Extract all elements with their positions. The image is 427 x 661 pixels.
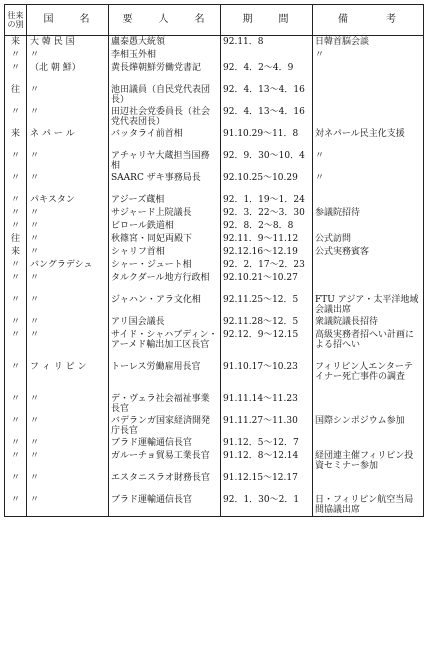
cell-remarks (313, 393, 424, 415)
cell-country: 〃 (27, 494, 109, 517)
cell-country: 〃 (27, 415, 109, 437)
table-row (5, 106, 424, 128)
table-row (5, 207, 424, 220)
table-row (5, 194, 424, 207)
cell-period: 92．4．2～4．9 (221, 62, 313, 84)
header-person: 要 人 名 (109, 5, 221, 36)
cell-direction: 〃 (5, 272, 27, 294)
cell-person: 李相玉外相 (109, 49, 221, 62)
cell-period: 91.11.14～11.23 (221, 393, 313, 415)
cell-period: 92．2．17～2．23 (221, 259, 313, 272)
cell-remarks: 経団連主催フィリピン投資セミナー参加 (313, 450, 424, 472)
table-row (5, 246, 424, 259)
cell-direction: 〃 (5, 207, 27, 220)
cell-direction: 〃 (5, 316, 27, 329)
cell-country: 〃 (27, 393, 109, 415)
cell-direction: 〃 (5, 494, 27, 517)
table-row (5, 361, 424, 393)
cell-country: 〃 (27, 272, 109, 294)
cell-person: シャリフ首相 (109, 246, 221, 259)
cell-remarks (313, 84, 424, 106)
table-row (5, 128, 424, 150)
cell-direction: 来 (5, 128, 27, 150)
cell-country: 〃 (27, 472, 109, 494)
cell-country: バングラデシュ (27, 259, 109, 272)
cell-person: エスタニスラオ財務長官 (109, 472, 221, 494)
cell-person: バデランガ国家経済開発庁長官 (109, 415, 221, 437)
cell-remarks: 〃 (313, 150, 424, 172)
cell-remarks: 公式実務賓客 (313, 246, 424, 259)
cell-period: 92．1．19～1．24 (221, 194, 313, 207)
cell-remarks: 参議院招待 (313, 207, 424, 220)
table-row (5, 62, 424, 84)
cell-remarks: 〃 (313, 172, 424, 194)
cell-direction: 来 (5, 246, 27, 259)
cell-period: 91.12．8～12.14 (221, 450, 313, 472)
cell-direction: 〃 (5, 194, 27, 207)
cell-person: シャー・ジュート相 (109, 259, 221, 272)
cell-country: 〃 (27, 49, 109, 62)
cell-country: 〃 (27, 207, 109, 220)
cell-period: 91.12.15～12.17 (221, 472, 313, 494)
cell-period: 92.11.25～12．5 (221, 294, 313, 316)
cell-country: パキスタン (27, 194, 109, 207)
cell-person: アジーズ蔵相 (109, 194, 221, 207)
cell-person: 田辺社会党委員長（社会党代表団長） (109, 106, 221, 128)
table-row (5, 437, 424, 450)
table-row (5, 472, 424, 494)
cell-direction: 〃 (5, 361, 27, 393)
cell-country: 〃 (27, 106, 109, 128)
cell-direction: 来 (5, 36, 27, 49)
cell-person: ジャハン・アラ文化相 (109, 294, 221, 316)
cell-remarks: 日韓首脳会談 (313, 36, 424, 49)
cell-country: 大 韓 民 国 (27, 36, 109, 49)
cell-period: 92.11．8 (221, 36, 313, 49)
cell-country: フ ィ リ ピ ン (27, 361, 109, 393)
cell-period: 91.10.29～11．8 (221, 128, 313, 150)
cell-country: 〃 (27, 84, 109, 106)
cell-period: 92．4．13～4．16 (221, 106, 313, 128)
cell-period: 91.12．5～12．7 (221, 437, 313, 450)
cell-remarks: 日・フィリピン航空当局間協議出席 (313, 494, 424, 517)
cell-remarks: 国際シンポジウム参加 (313, 415, 424, 437)
table-row (5, 233, 424, 246)
cell-direction: 〃 (5, 450, 27, 472)
cell-period: 92.12．9～12.15 (221, 329, 313, 361)
cell-remarks (313, 472, 424, 494)
cell-person: ガルーチョ貿易工業長官 (109, 450, 221, 472)
table-row (5, 415, 424, 437)
cell-country: ネ パ ー ル (27, 128, 109, 150)
table-row (5, 329, 424, 361)
cell-remarks: 対ネパール民主化支援 (313, 128, 424, 150)
cell-country: 〃 (27, 294, 109, 316)
table-row (5, 84, 424, 106)
table-row (5, 259, 424, 272)
cell-remarks (313, 106, 424, 128)
cell-country: 〃 (27, 329, 109, 361)
cell-direction: 〃 (5, 294, 27, 316)
cell-direction: 〃 (5, 49, 27, 62)
table-row (5, 272, 424, 294)
table-row (5, 450, 424, 472)
cell-period: 92．8．2～8．8 (221, 220, 313, 233)
cell-direction: 〃 (5, 106, 27, 128)
cell-period: 92.10.21～10.27 (221, 272, 313, 294)
cell-direction: 〃 (5, 393, 27, 415)
cell-direction: 〃 (5, 220, 27, 233)
cell-person: アリ国会議長 (109, 316, 221, 329)
table-row (5, 150, 424, 172)
cell-period: 92．3．22～3．30 (221, 207, 313, 220)
cell-person: タルクダール地方行政相 (109, 272, 221, 294)
cell-direction: 〃 (5, 62, 27, 84)
cell-person: サジャード上院議長 (109, 207, 221, 220)
cell-period: 91.11.27～11.30 (221, 415, 313, 437)
cell-remarks (313, 272, 424, 294)
cell-country: 〃 (27, 450, 109, 472)
cell-country: （北 朝 鮮） (27, 62, 109, 84)
cell-person: 池田議員（自民党代表団長） (109, 84, 221, 106)
cell-remarks (313, 437, 424, 450)
cell-person: デ・ヴェラ社会福祉事業長官 (109, 393, 221, 415)
cell-direction: 〃 (5, 259, 27, 272)
header-country: 国 名 (27, 5, 109, 36)
cell-remarks (313, 259, 424, 272)
header-remarks: 備 考 (313, 5, 424, 36)
cell-country: 〃 (27, 150, 109, 172)
table-row (5, 393, 424, 415)
header-period: 期 間 (221, 5, 313, 36)
cell-remarks (313, 62, 424, 84)
cell-remarks: フィリピン人エンターテイナー死亡事件の調査 (313, 361, 424, 393)
cell-remarks: 衆議院議長招待 (313, 316, 424, 329)
cell-country: 〃 (27, 437, 109, 450)
cell-period: 92.12.16～12.19 (221, 246, 313, 259)
cell-remarks: 公式訪問 (313, 233, 424, 246)
cell-direction: 〃 (5, 415, 27, 437)
cell-person: ビロール鉄道相 (109, 220, 221, 233)
table-row (5, 494, 424, 517)
cell-period: 92.11．9～11.12 (221, 233, 313, 246)
cell-country: 〃 (27, 246, 109, 259)
table-row (5, 220, 424, 233)
cell-remarks: 高級実務者招へい計画による招へい (313, 329, 424, 361)
cell-remarks (313, 194, 424, 207)
cell-direction: 〃 (5, 329, 27, 361)
cell-direction: 〃 (5, 172, 27, 194)
cell-remarks (313, 220, 424, 233)
header-row (5, 5, 424, 36)
table-row (5, 49, 424, 62)
cell-person: 盧泰愚大統領 (109, 36, 221, 49)
cell-direction: 往 (5, 84, 27, 106)
table-row (5, 316, 424, 329)
cell-person: 秋篠宮・同妃両殿下 (109, 233, 221, 246)
cell-direction: 往 (5, 233, 27, 246)
cell-country: 〃 (27, 316, 109, 329)
cell-period: 92.10.25～10.29 (221, 172, 313, 194)
cell-direction: 〃 (5, 150, 27, 172)
cell-period: 91.10.17～10.23 (221, 361, 313, 393)
cell-direction: 〃 (5, 437, 27, 450)
cell-country: 〃 (27, 220, 109, 233)
cell-period: 92．1．30～2．1 (221, 494, 313, 517)
cell-remarks: FTU アジア・太平洋地域会議出席 (313, 294, 424, 316)
cell-country: 〃 (27, 172, 109, 194)
header-direction: 往来の別 (5, 5, 27, 36)
cell-person: SAARC ザキ事務局長 (109, 172, 221, 194)
cell-person: トーレス労働雇用長官 (109, 361, 221, 393)
visitor-table (4, 4, 424, 517)
cell-country: 〃 (27, 233, 109, 246)
cell-person: ブラド運輸通信長官 (109, 494, 221, 517)
cell-person: バッタライ前首相 (109, 128, 221, 150)
cell-period: 92．4．13～4．16 (221, 84, 313, 106)
cell-person: アチャリヤ大蔵担当国務相 (109, 150, 221, 172)
cell-person: 黄長燁朝鮮労働党書記 (109, 62, 221, 84)
table-row (5, 294, 424, 316)
cell-person: サイド・シャハブディン・アーメド輸出加工区長官 (109, 329, 221, 361)
table-row (5, 36, 424, 49)
table-body (5, 36, 424, 517)
cell-remarks: 〃 (313, 49, 424, 62)
cell-person: ブラド運輸通信長官 (109, 437, 221, 450)
cell-period: 92．9．30～10．4 (221, 150, 313, 172)
cell-period: 92.11.28～12．5 (221, 316, 313, 329)
cell-period (221, 49, 313, 62)
cell-direction: 〃 (5, 472, 27, 494)
table-row (5, 172, 424, 194)
